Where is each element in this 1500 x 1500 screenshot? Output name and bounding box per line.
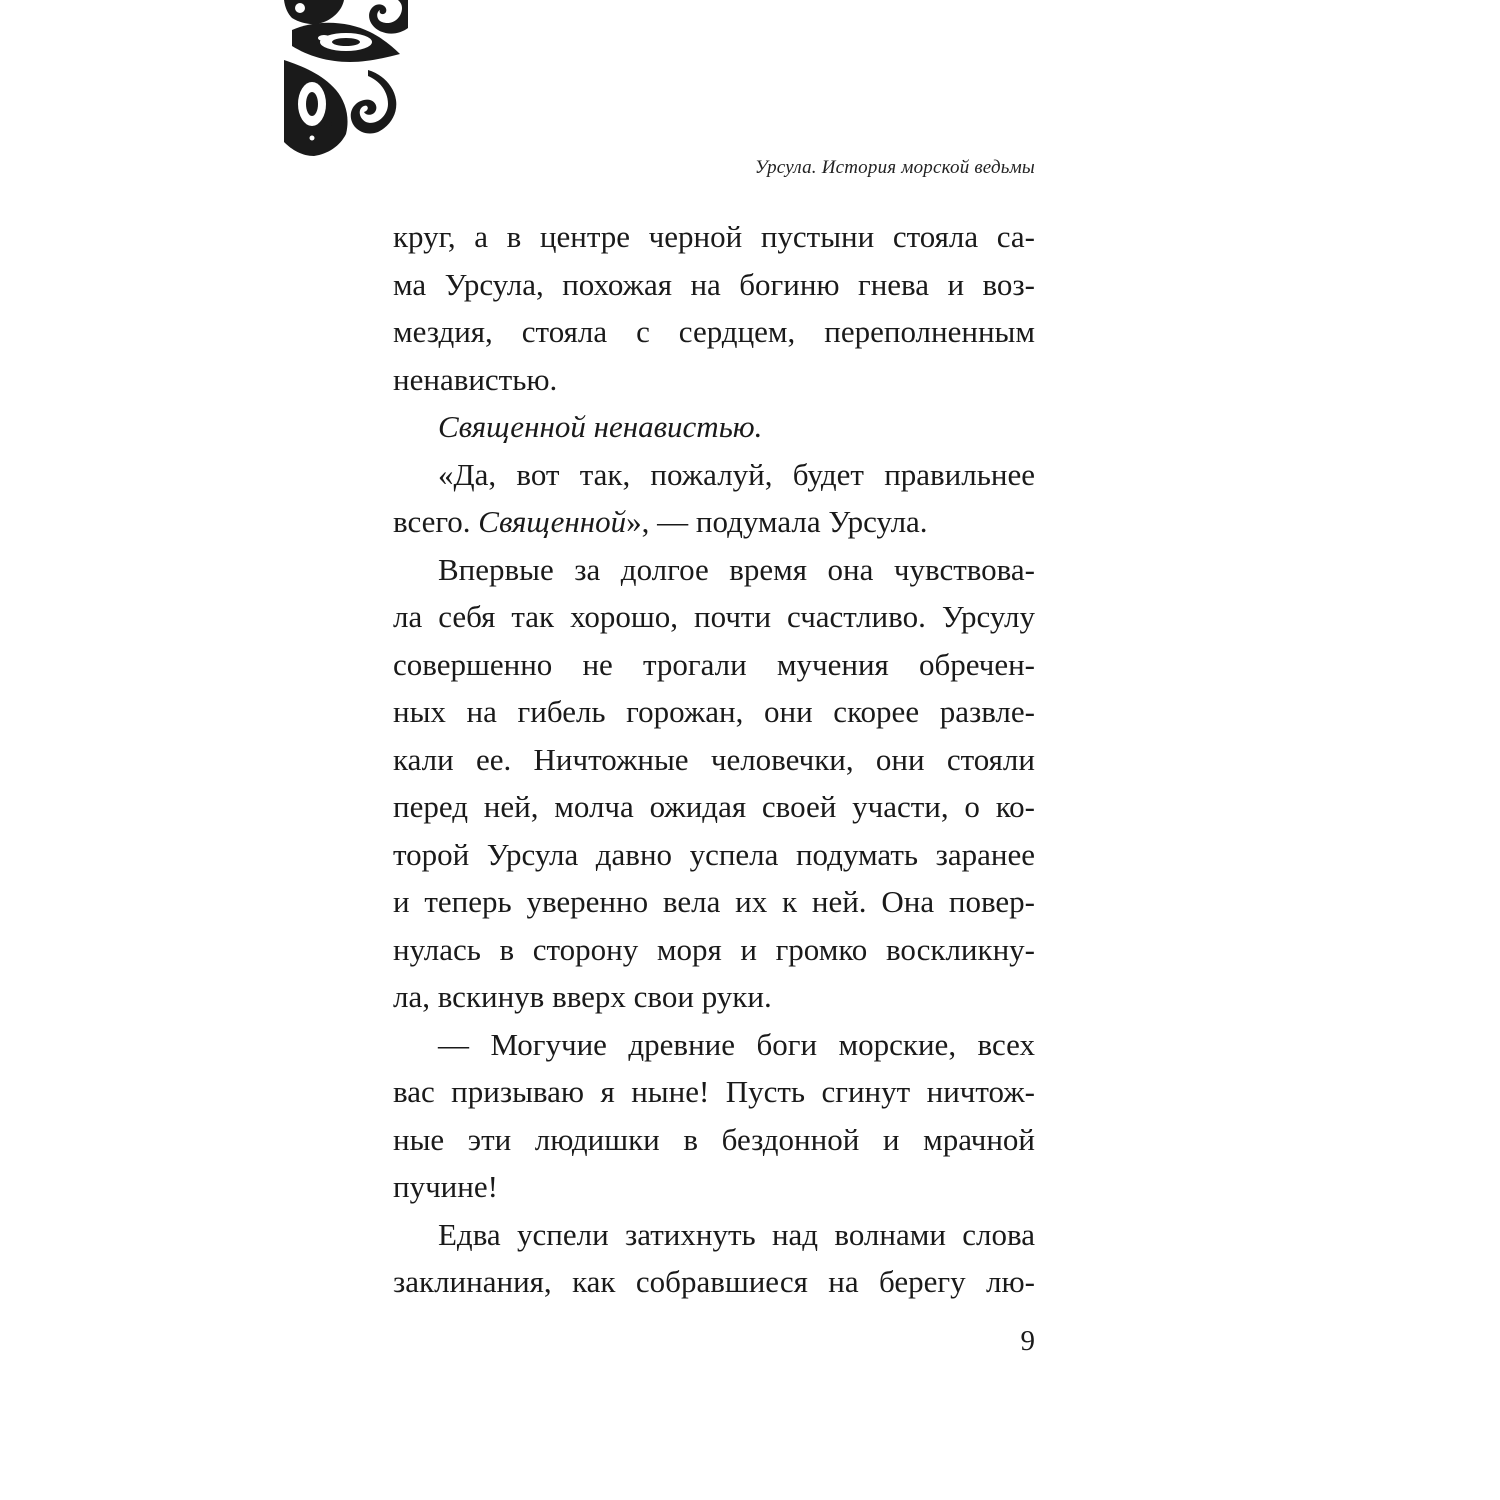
- text-line: Впервые за долгое время она чувствова-: [438, 551, 1035, 587]
- body-text: [393, 213, 1035, 1306]
- text-line: ненавистью.: [393, 361, 558, 397]
- text-line-mixed: [393, 498, 1035, 546]
- text-line: ма Урсула, похожая на богиню гнева и воз-: [393, 266, 1035, 302]
- text-line: мездия, стояла с сердцем, переполненным: [393, 314, 1035, 349]
- text-line: и теперь уверенно вела их к ней. Она повер-: [393, 884, 1035, 919]
- text-line: ла, вскинув вверх свои руки.: [393, 979, 772, 1014]
- running-head: Урсула. История морской ведьмы: [754, 157, 1035, 178]
- text-line: Едва успели затихнуть над волнами слова: [438, 1216, 1035, 1252]
- text-line: заклинания, как собравшиеся на берегу лю-: [393, 1264, 1035, 1299]
- filigree-corner-ornament-icon: [284, 0, 408, 158]
- text-line: «Да, вот так, пожалуй, будет правильнее: [438, 456, 1035, 492]
- text-fragment-italic: Священной: [478, 504, 627, 539]
- text-line: нулась в сторону моря и громко воскликну-: [393, 931, 1035, 967]
- text-line-italic: Священной ненавистью.: [438, 409, 763, 444]
- text-line: ла себя так хорошо, почти счастливо. Урсулу: [393, 599, 1035, 634]
- text-line: вас призываю я ныне! Пусть сгинут ничтож-: [393, 1074, 1035, 1109]
- page-number: 9: [1020, 1325, 1035, 1357]
- text-line: пучине!: [393, 1169, 498, 1204]
- text-line: круг, а в центре черной пустыни стояла са-: [393, 219, 1035, 254]
- text-line: ных на гибель горожан, они скорее развле-: [393, 694, 1035, 729]
- text-line: перед ней, молча ожидая своей участи, о ко-: [393, 789, 1035, 824]
- text-fragment: », — подумала Урсула.: [626, 504, 928, 539]
- text-fragment: всего.: [393, 504, 471, 539]
- text-line: кали ее. Ничтожные человечки, они стояли: [393, 741, 1035, 777]
- text-line: ные эти людишки в бездонной и мрачной: [393, 1121, 1035, 1157]
- text-line: — Могучие древние боги морские, всех: [438, 1026, 1035, 1062]
- text-line: совершенно не трогали мучения обречен-: [393, 646, 1035, 682]
- text-line: торой Урсула давно успела подумать заранее: [393, 836, 1035, 872]
